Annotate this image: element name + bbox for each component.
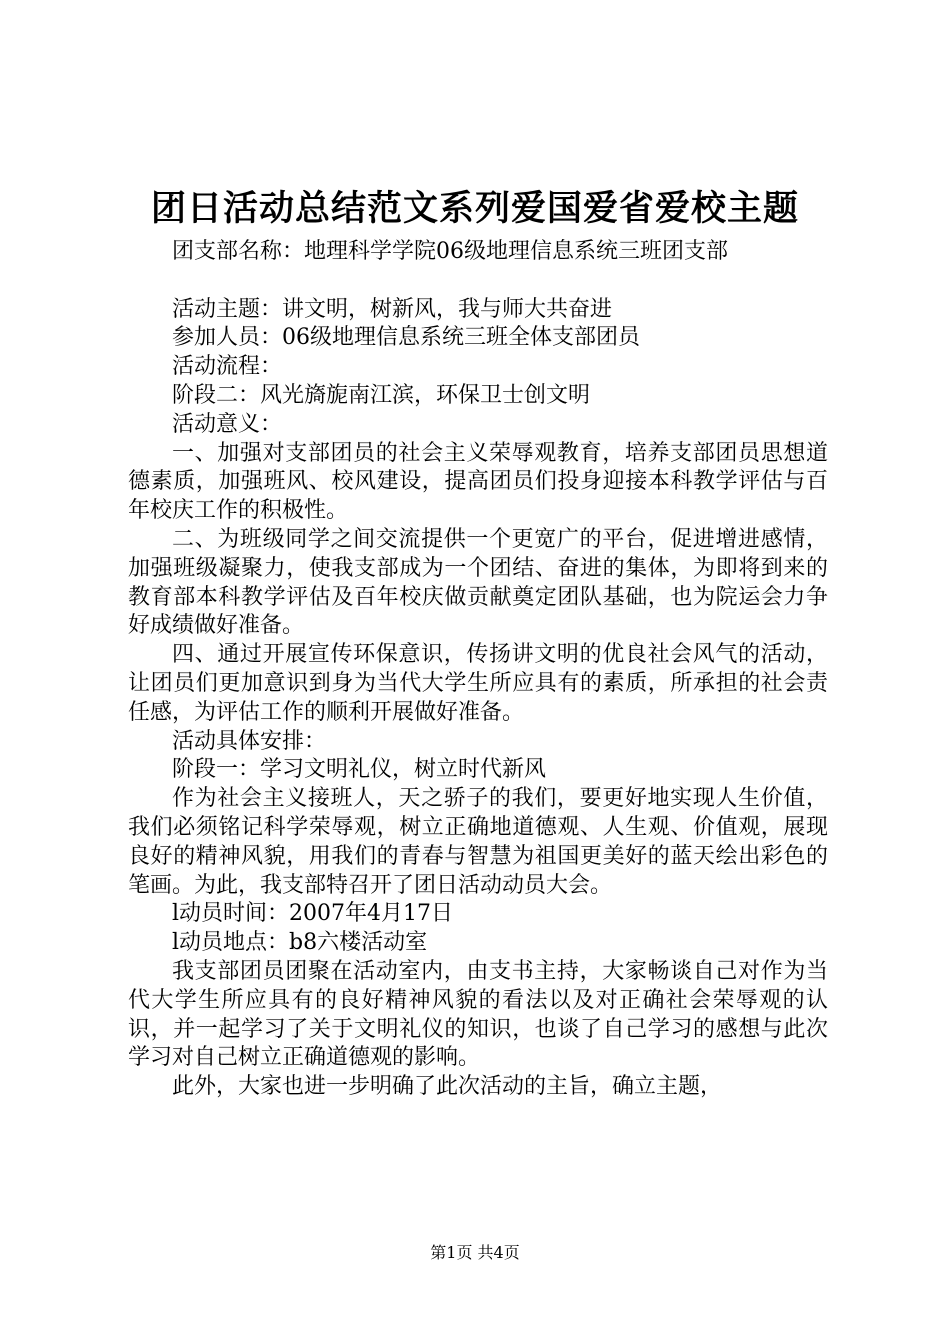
paragraph-branch-name: 团支部名称：地理科学学院06级地理信息系统三班团支部 — [172, 239, 728, 264]
paragraph-participants: 参加人员：06级地理信息系统三班全体支部团员 — [172, 325, 640, 351]
paragraph-mobilization-place: l动员地点：b8六楼活动室 — [172, 930, 428, 956]
paragraph-additional: 此外，大家也进一步明确了此次活动的主旨，确立主题， — [172, 1074, 723, 1100]
paragraph-significance-2: 二、为班级同学之间交流提供一个更宽广的平台，促进增进感情，加强班级凝聚力，使我支部成为一个团结、奋进的集体，为即将到来的教育部本科教学评估及百年校庆做贡献奠定团队基础，也为院运会力争好成绩做好准备。 — [128, 526, 828, 639]
paragraph-theme: 活动主题：讲文明，树新风，我与师大共奋进 — [172, 296, 613, 322]
paragraph-significance-heading: 活动意义： — [172, 411, 283, 437]
paragraph-process-heading: 活动流程： — [172, 354, 283, 380]
document-body — [128, 238, 828, 1102]
paragraph-stage-one: 阶段一：学习文明礼仪，树立时代新风 — [172, 757, 547, 783]
paragraph-meeting-body: 我支部团员团聚在活动室内，由支书主持，大家畅谈自己对作为当代大学生所应具有的良好精神风貌的看法以及对正确社会荣辱观的认识，并一起学习了关于文明礼仪的知识，也谈了自己学习的感想与此次学习对自己树立正确道德观的影响。 — [128, 958, 828, 1071]
paragraph-stage-one-body: 作为社会主义接班人，天之骄子的我们，要更好地实现人生价值，我们必须铭记科学荣辱观，树立正确地道德观、人生观、价值观，展现良好的精神风貌，用我们的青春与智慧为祖国更美好的蓝天绘出彩色的笔画。为此，我支部特召开了团日活动动员大会。 — [128, 786, 828, 898]
paragraph-significance-1: 一、加强对支部团员的社会主义荣辱观教育，培养支部团员思想道德素质，加强班风、校风建设，提高团员们投身迎接本科教学评估与百年校庆工作的积极性。 — [128, 440, 828, 524]
paragraph-arrangement-heading: 活动具体安排： — [172, 728, 327, 754]
paragraph-significance-4: 四、通过开展宣传环保意识，传扬讲文明的优良社会风气的活动，让团员们更加意识到身为当代大学生所应具有的素质，所承担的社会责任感，为评估工作的顺利开展做好准备。 — [128, 642, 828, 725]
document-title: 团日活动总结范文系列爱国爱省爱校主题 — [150, 188, 799, 229]
paragraph-stage-two: 阶段二：风光旖旎南江滨，环保卫士创文明 — [172, 382, 591, 408]
page-footer: 第1页 共4页 — [430, 1243, 520, 1262]
paragraph-mobilization-time: l动员时间：2007年4月17日 — [172, 901, 454, 927]
